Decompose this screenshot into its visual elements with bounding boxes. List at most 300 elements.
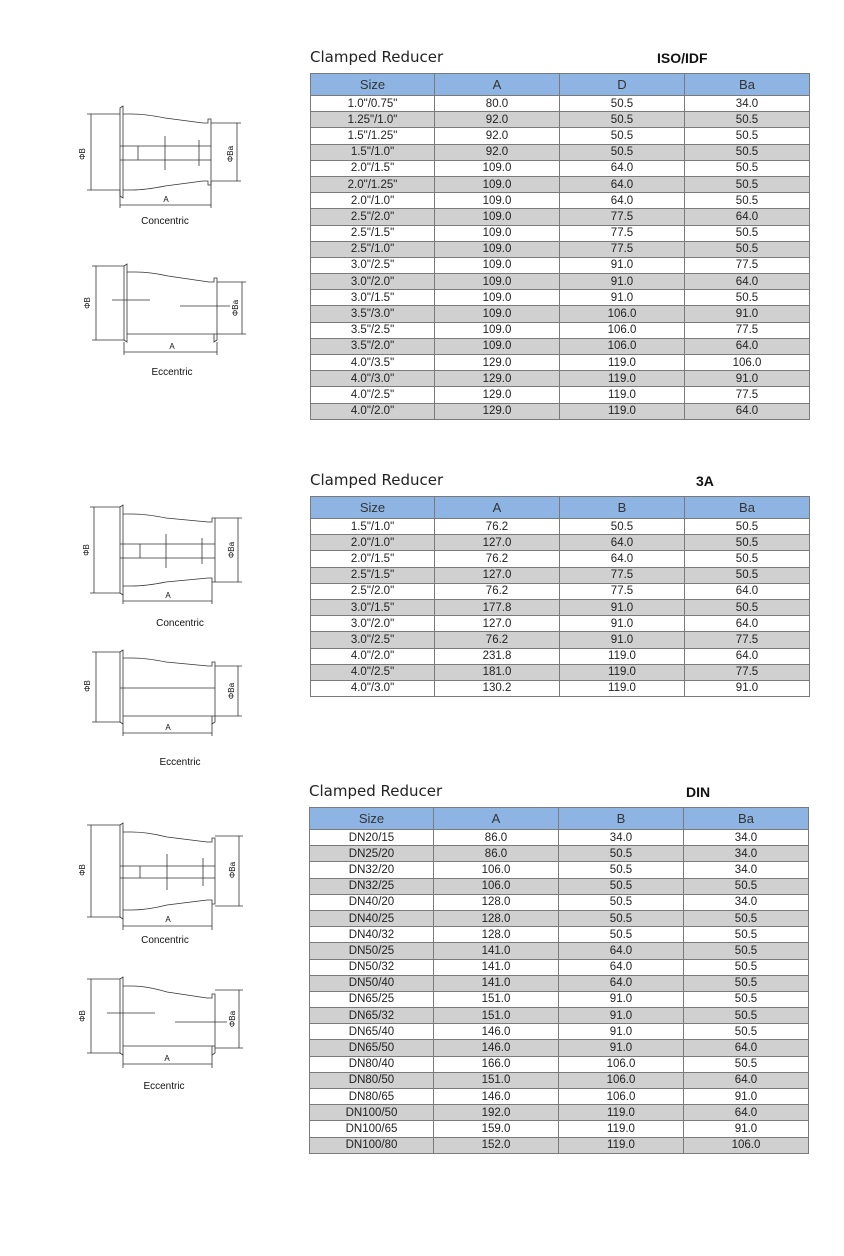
table-row (310, 1089, 809, 1105)
table-cell: 109.0 (435, 209, 560, 225)
table-cell: DN40/20 (310, 894, 434, 910)
table-cell: 106.0 (559, 1089, 684, 1105)
table-cell: 106.0 (560, 338, 685, 354)
table-cell: 159.0 (434, 1121, 559, 1137)
table-row (310, 1024, 809, 1040)
table-cell: 109.0 (435, 241, 560, 257)
table-cell: 141.0 (434, 975, 559, 991)
concentric-caption-din: Concentric (141, 935, 189, 946)
table-cell: 128.0 (434, 910, 559, 926)
table-cell: 4.0"/2.5" (311, 387, 435, 403)
table-cell: 151.0 (434, 991, 559, 1007)
table-row (311, 128, 810, 144)
table-cell: 50.5 (685, 241, 810, 257)
column-header: A (435, 74, 560, 96)
table-cell: 34.0 (684, 846, 809, 862)
table-cell: 64.0 (684, 1072, 809, 1088)
table-cell: 50.5 (684, 927, 809, 943)
phi-b-label: ΦB (82, 544, 91, 556)
table-cell: 50.5 (685, 290, 810, 306)
eccentric-caption-iso: Eccentric (151, 367, 193, 378)
table-cell: 106.0 (434, 878, 559, 894)
table-cell: 76.2 (435, 632, 560, 648)
table-cell: 109.0 (435, 322, 560, 338)
table-cell: 2.0"/1.5" (311, 551, 435, 567)
table-cell: 4.0"/2.0" (311, 403, 435, 419)
phi-b-label: ΦB (78, 1010, 87, 1022)
table-row (310, 975, 809, 991)
table-cell: 91.0 (684, 1089, 809, 1105)
table-cell: 77.5 (685, 322, 810, 338)
table-cell: 91.0 (560, 274, 685, 290)
table-cell: 34.0 (685, 96, 810, 112)
table-cell: 109.0 (435, 338, 560, 354)
concentric-caption-3a: Concentric (156, 618, 204, 629)
table-row (311, 664, 810, 680)
table-cell: DN65/50 (310, 1040, 434, 1056)
table-row (311, 160, 810, 176)
table-cell: 130.2 (435, 680, 560, 696)
table-cell: 119.0 (559, 1137, 684, 1153)
table-cell: 91.0 (560, 257, 685, 273)
table-cell: 80.0 (435, 96, 560, 112)
table-cell: 50.5 (559, 894, 684, 910)
table-cell: 77.5 (560, 567, 685, 583)
table-cell: 34.0 (684, 862, 809, 878)
table-cell: 106.0 (559, 1072, 684, 1088)
table-cell: 2.5"/1.5" (311, 567, 435, 583)
table-cell: 77.5 (685, 257, 810, 273)
table-row (310, 1056, 809, 1072)
table-cell: 109.0 (435, 306, 560, 322)
table-cell: DN80/65 (310, 1089, 434, 1105)
table-cell: 64.0 (684, 1040, 809, 1056)
table-row (311, 535, 810, 551)
table-cell: 50.5 (685, 519, 810, 535)
table-cell: 50.5 (684, 878, 809, 894)
table-cell: 50.5 (685, 599, 810, 615)
table-cell: 152.0 (434, 1137, 559, 1153)
table-cell: 91.0 (685, 680, 810, 696)
table-row (310, 991, 809, 1007)
table-cell: DN65/32 (310, 1008, 434, 1024)
table-cell: 119.0 (560, 355, 685, 371)
table-cell: 2.0"/1.0" (311, 535, 435, 551)
table-cell: DN100/65 (310, 1121, 434, 1137)
table-row (311, 632, 810, 648)
table-cell: DN65/25 (310, 991, 434, 1007)
concentric-caption-iso: Concentric (141, 216, 189, 227)
table-cell: 109.0 (435, 160, 560, 176)
table-cell: 129.0 (435, 387, 560, 403)
table-row (311, 241, 810, 257)
table-cell: 91.0 (560, 599, 685, 615)
table-cell: 50.5 (559, 878, 684, 894)
table-cell: 106.0 (560, 306, 685, 322)
table-cell: 50.5 (685, 144, 810, 160)
table-cell: 50.5 (685, 551, 810, 567)
table-cell: 64.0 (685, 403, 810, 419)
table-cell: 129.0 (435, 371, 560, 387)
table-cell: 1.5"/1.25" (311, 128, 435, 144)
phi-b-label: ΦB (78, 148, 87, 160)
table-cell: 50.5 (559, 862, 684, 878)
standard-label-3a: 3A (696, 473, 714, 489)
table-cell: 119.0 (559, 1121, 684, 1137)
table-cell: 177.8 (435, 599, 560, 615)
concentric-reducer-svg (80, 502, 260, 607)
table-cell: 77.5 (560, 241, 685, 257)
table-row (310, 943, 809, 959)
concentric-reducer-drawing-din (75, 822, 255, 932)
column-header: B (560, 497, 685, 519)
table-cell: 109.0 (435, 257, 560, 273)
table-cell: 109.0 (435, 193, 560, 209)
phi-b-label: ΦB (83, 297, 92, 309)
table-cell: 86.0 (434, 846, 559, 862)
table-cell: 76.2 (435, 551, 560, 567)
table-cell: 91.0 (559, 1008, 684, 1024)
table-cell: 141.0 (434, 959, 559, 975)
table-cell: 50.5 (685, 193, 810, 209)
table-row (311, 403, 810, 419)
table-row (310, 927, 809, 943)
table-cell: 106.0 (559, 1056, 684, 1072)
table-cell: 77.5 (560, 583, 685, 599)
table-cell: 129.0 (435, 403, 560, 419)
phi-ba-label: ΦBa (226, 145, 235, 163)
table-cell: 50.5 (684, 1024, 809, 1040)
table-row (310, 1072, 809, 1088)
a-label: A (165, 723, 171, 732)
table-row (311, 616, 810, 632)
table-cell: 91.0 (685, 306, 810, 322)
table-cell: 146.0 (434, 1040, 559, 1056)
table-cell: 2.5"/2.0" (311, 583, 435, 599)
table-header-row (310, 808, 809, 830)
table-cell: 50.5 (685, 112, 810, 128)
table-cell: 50.5 (684, 910, 809, 926)
phi-ba-label: ΦBa (227, 682, 236, 700)
table-cell: 128.0 (434, 894, 559, 910)
table-cell: DN100/80 (310, 1137, 434, 1153)
a-label: A (165, 591, 171, 600)
column-header: B (559, 808, 684, 830)
eccentric-caption-din: Eccentric (143, 1081, 185, 1092)
table-cell: 4.0"/3.0" (311, 680, 435, 696)
table-cell: 4.0"/3.0" (311, 371, 435, 387)
table-row (311, 599, 810, 615)
table-row (311, 519, 810, 535)
table-row (310, 862, 809, 878)
table-cell: 50.5 (685, 160, 810, 176)
table-cell: 64.0 (560, 176, 685, 192)
table-cell: 146.0 (434, 1089, 559, 1105)
table-row (310, 894, 809, 910)
column-header: Ba (684, 808, 809, 830)
table-cell: 141.0 (434, 943, 559, 959)
concentric-reducer-svg (75, 100, 255, 212)
table-cell: 91.0 (560, 290, 685, 306)
table-cell: 1.5"/1.0" (311, 144, 435, 160)
table-cell: 2.0"/1.25" (311, 176, 435, 192)
table-row (311, 371, 810, 387)
table-header-row (311, 497, 810, 519)
table-row (310, 830, 809, 846)
table-cell: 50.5 (685, 176, 810, 192)
column-header: Ba (685, 497, 810, 519)
table-cell: 119.0 (559, 1105, 684, 1121)
column-header: D (560, 74, 685, 96)
table-cell: 77.5 (560, 209, 685, 225)
table-cell: 50.5 (560, 128, 685, 144)
concentric-reducer-drawing-3a (80, 502, 260, 607)
table-cell: 34.0 (559, 830, 684, 846)
table-cell: 119.0 (560, 664, 685, 680)
table-cell: 119.0 (560, 680, 685, 696)
table-cell: 92.0 (435, 128, 560, 144)
table-cell: 91.0 (559, 1040, 684, 1056)
table-cell: 127.0 (435, 535, 560, 551)
table-cell: 64.0 (685, 583, 810, 599)
table-cell: 50.5 (559, 927, 684, 943)
table-cell: 64.0 (560, 160, 685, 176)
table-cell: 91.0 (685, 371, 810, 387)
table-cell: 64.0 (685, 209, 810, 225)
eccentric-caption-3a: Eccentric (159, 757, 201, 768)
eccentric-reducer-drawing-iso (80, 262, 260, 357)
table-cell: 91.0 (560, 616, 685, 632)
table-cell: 64.0 (559, 975, 684, 991)
table-cell: 50.5 (684, 943, 809, 959)
table-cell: 50.5 (685, 535, 810, 551)
table-cell: 146.0 (434, 1024, 559, 1040)
standard-label-din: DIN (686, 784, 711, 800)
table-cell: 2.0"/1.5" (311, 160, 435, 176)
table-cell: 64.0 (684, 1105, 809, 1121)
column-header: Size (311, 497, 435, 519)
table-cell: 106.0 (560, 322, 685, 338)
column-header: Ba (685, 74, 810, 96)
table-cell: 64.0 (560, 193, 685, 209)
table-cell: 50.5 (684, 1008, 809, 1024)
table-cell: 50.5 (684, 991, 809, 1007)
table-cell: 106.0 (685, 355, 810, 371)
table-cell: 86.0 (434, 830, 559, 846)
table-row (311, 387, 810, 403)
table-cell: 127.0 (435, 567, 560, 583)
table-row (311, 193, 810, 209)
table-row (310, 1137, 809, 1153)
a-label: A (163, 195, 169, 204)
table-cell: 34.0 (684, 830, 809, 846)
table-cell: 119.0 (560, 403, 685, 419)
table-cell: 77.5 (685, 387, 810, 403)
table-cell: 77.5 (560, 225, 685, 241)
table-cell: DN20/15 (310, 830, 434, 846)
table-row (310, 846, 809, 862)
table-row (311, 257, 810, 273)
section-title-3a: Clamped Reducer (310, 471, 444, 489)
table-cell: DN100/50 (310, 1105, 434, 1121)
table-cell: 231.8 (435, 648, 560, 664)
table-row (311, 583, 810, 599)
table-cell: 50.5 (560, 96, 685, 112)
table-row (311, 680, 810, 696)
table-cell: 3.0"/2.5" (311, 632, 435, 648)
table-cell: 50.5 (560, 144, 685, 160)
table-cell: DN80/50 (310, 1072, 434, 1088)
table-cell: 192.0 (434, 1105, 559, 1121)
spec-table-iso (310, 73, 810, 420)
table-row (310, 910, 809, 926)
table-row (311, 648, 810, 664)
table-cell: 34.0 (684, 894, 809, 910)
table-cell: 50.5 (685, 128, 810, 144)
table-header-row (311, 74, 810, 96)
concentric-reducer-drawing-iso (75, 100, 255, 212)
table-row (311, 176, 810, 192)
table-cell: 119.0 (560, 387, 685, 403)
table-cell: 2.5"/2.0" (311, 209, 435, 225)
table-cell: 129.0 (435, 355, 560, 371)
table-row (311, 225, 810, 241)
table-cell: 151.0 (434, 1008, 559, 1024)
table-cell: 151.0 (434, 1072, 559, 1088)
section-title-iso: Clamped Reducer (310, 48, 444, 66)
spec-table-din (309, 807, 809, 1154)
table-cell: 3.5"/3.0" (311, 306, 435, 322)
table-row (311, 274, 810, 290)
table-cell: 91.0 (684, 1121, 809, 1137)
table-cell: 2.5"/1.5" (311, 225, 435, 241)
table-row (311, 338, 810, 354)
table-cell: 64.0 (559, 943, 684, 959)
table-cell: 64.0 (685, 616, 810, 632)
table-cell: 2.0"/1.0" (311, 193, 435, 209)
table-row (310, 1121, 809, 1137)
table-cell: 109.0 (435, 176, 560, 192)
table-row (311, 112, 810, 128)
table-cell: 4.0"/3.5" (311, 355, 435, 371)
section-title-din: Clamped Reducer (309, 782, 443, 800)
table-cell: 1.25"/1.0" (311, 112, 435, 128)
table-cell: 3.0"/2.0" (311, 274, 435, 290)
table-row (311, 551, 810, 567)
a-label: A (164, 1054, 170, 1063)
table-cell: 50.5 (684, 975, 809, 991)
eccentric-reducer-svg (80, 262, 260, 357)
table-cell: 76.2 (435, 583, 560, 599)
phi-b-label: ΦB (83, 680, 92, 692)
table-cell: 1.0"/0.75" (311, 96, 435, 112)
phi-ba-label: ΦBa (231, 299, 240, 317)
table-cell: 109.0 (435, 274, 560, 290)
eccentric-reducer-drawing-3a (80, 648, 260, 740)
table-row (310, 1008, 809, 1024)
table-row (310, 1040, 809, 1056)
eccentric-reducer-svg (80, 648, 260, 740)
table-cell: 50.5 (559, 846, 684, 862)
table-cell: 181.0 (435, 664, 560, 680)
table-row (311, 306, 810, 322)
table-row (311, 209, 810, 225)
table-cell: 76.2 (435, 519, 560, 535)
table-cell: 106.0 (434, 862, 559, 878)
table-cell: 50.5 (559, 910, 684, 926)
table-cell: 77.5 (685, 664, 810, 680)
table-cell: 127.0 (435, 616, 560, 632)
table-cell: DN50/40 (310, 975, 434, 991)
phi-b-label: ΦB (78, 864, 87, 876)
column-header: A (435, 497, 560, 519)
table-cell: DN80/40 (310, 1056, 434, 1072)
table-cell: 3.5"/2.5" (311, 322, 435, 338)
table-cell: 64.0 (559, 959, 684, 975)
table-cell: 2.5"/1.0" (311, 241, 435, 257)
table-cell: 128.0 (434, 927, 559, 943)
table-cell: 64.0 (685, 648, 810, 664)
table-cell: 4.0"/2.0" (311, 648, 435, 664)
phi-ba-label: ΦBa (227, 541, 236, 559)
table-cell: 106.0 (684, 1137, 809, 1153)
table-cell: 92.0 (435, 144, 560, 160)
table-cell: 3.0"/2.5" (311, 257, 435, 273)
table-row (311, 144, 810, 160)
table-cell: DN40/32 (310, 927, 434, 943)
table-cell: 119.0 (560, 648, 685, 664)
table-cell: DN32/20 (310, 862, 434, 878)
table-row (310, 1105, 809, 1121)
spec-table-3a (310, 496, 810, 697)
table-cell: 50.5 (685, 567, 810, 583)
table-cell: DN40/25 (310, 910, 434, 926)
table-row (310, 959, 809, 975)
table-cell: 3.0"/1.5" (311, 599, 435, 615)
table-row (311, 96, 810, 112)
table-cell: 1.5"/1.0" (311, 519, 435, 535)
table-row (311, 322, 810, 338)
table-cell: 64.0 (685, 338, 810, 354)
phi-ba-label: ΦBa (228, 1010, 237, 1028)
a-label: A (165, 915, 171, 924)
standard-label-iso: ISO/IDF (657, 50, 708, 66)
table-cell: DN65/40 (310, 1024, 434, 1040)
table-cell: 64.0 (685, 274, 810, 290)
table-cell: 50.5 (684, 1056, 809, 1072)
table-cell: 3.0"/2.0" (311, 616, 435, 632)
table-cell: 77.5 (685, 632, 810, 648)
table-cell: 92.0 (435, 112, 560, 128)
table-cell: DN50/32 (310, 959, 434, 975)
table-cell: 91.0 (559, 1024, 684, 1040)
table-row (310, 878, 809, 894)
table-cell: 3.0"/1.5" (311, 290, 435, 306)
table-cell: 91.0 (559, 991, 684, 1007)
table-cell: DN50/25 (310, 943, 434, 959)
table-cell: 64.0 (560, 551, 685, 567)
table-cell: 50.5 (560, 519, 685, 535)
table-cell: 4.0"/2.5" (311, 664, 435, 680)
table-cell: 50.5 (684, 959, 809, 975)
column-header: A (434, 808, 559, 830)
eccentric-reducer-drawing-din (75, 976, 255, 1071)
table-cell: DN32/25 (310, 878, 434, 894)
table-cell: 50.5 (685, 225, 810, 241)
table-row (311, 355, 810, 371)
a-label: A (169, 342, 175, 351)
column-header: Size (311, 74, 435, 96)
